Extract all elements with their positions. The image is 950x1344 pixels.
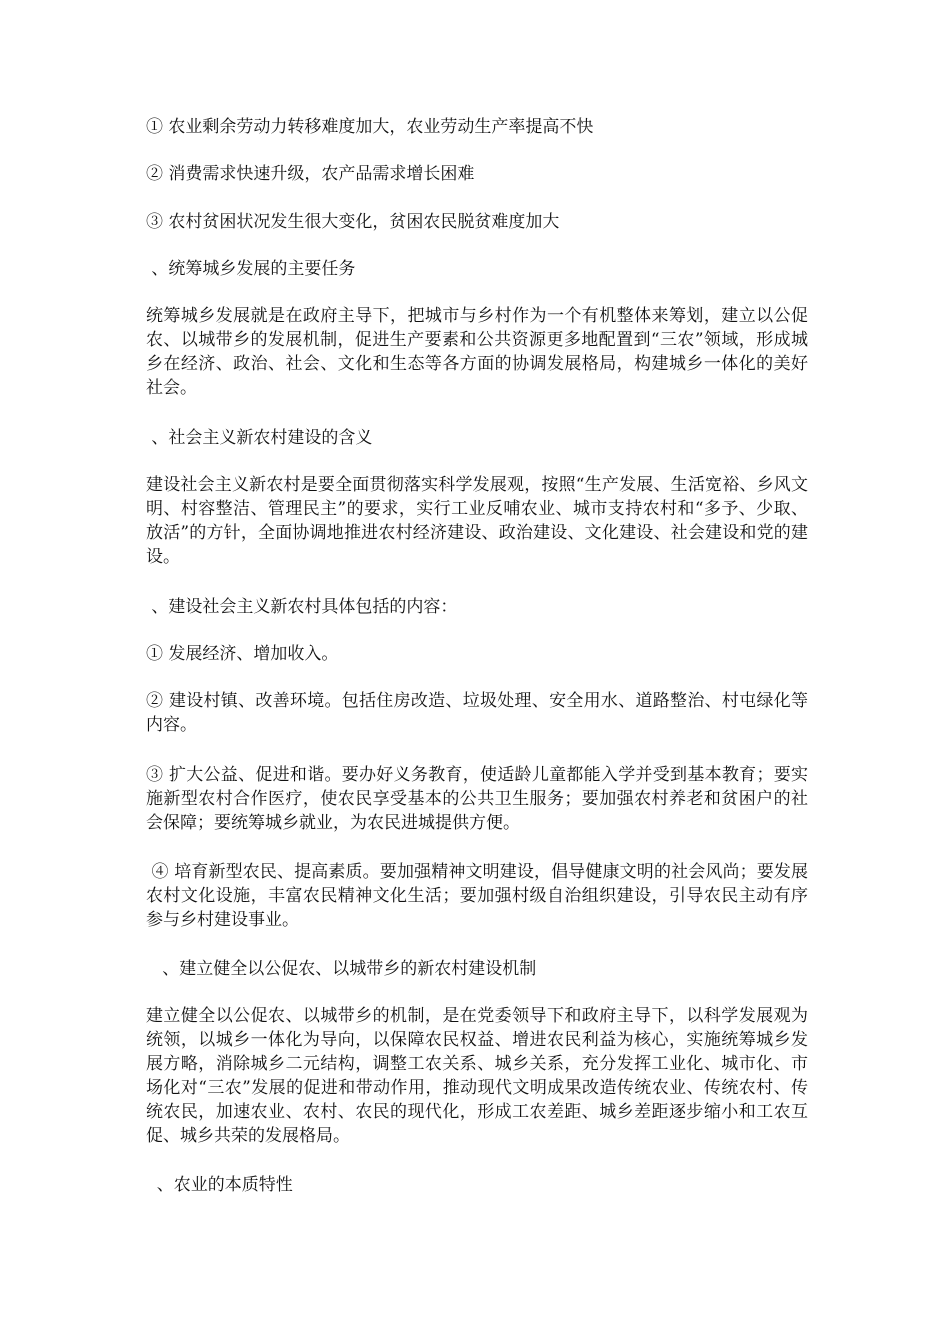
list-item: ① 农业剩余劳动力转移难度加大，农业劳动生产率提高不快 [146, 117, 594, 137]
list-item: ③ 农村贫困状况发生很大变化，贫困农民脱贫难度加大 [146, 212, 560, 232]
list-item: ② 建设村镇、改善环境。包括住房改造、垃圾处理、安全用水、道路整治、村屯绿化等内容。 [146, 691, 808, 735]
list-item: ④ 培育新型农民、提高素质。要加强精神文明建设，倡导健康文明的社会风尚；要发展农村文化设施，丰富农民精神文化生活；要加强村级自治组织建设，引导农民主动有序参与乡村建设事业。 [146, 862, 809, 930]
section-heading: 、农业的本质特性 [146, 1175, 293, 1195]
list-item: ① 发展经济、增加收入。 [146, 644, 339, 664]
section-heading: 、统筹城乡发展的主要任务 [146, 259, 356, 279]
paragraph: 建立健全以公促农、以城带乡的机制，是在党委领导下和政府主导下，以科学发展观为统领，以城乡一体化为导向，以保障农民权益、增进农民利益为核心，实施统筹城乡发展方略，消除城乡二元结构，调整工农关系、城乡关系，充分发挥工业化、城市化、市场化对“三农”发展的促进和带动作用，推动现代文明成果改造传统农业、传统农村、传统农民，加速农业、农村、农民的现代化，形成工农差距、城乡差距逐步缩小和工农互促、城乡共荣的发展格局。 [146, 1006, 808, 1146]
list-item: ② 消费需求快速升级，农产品需求增长困难 [146, 164, 475, 184]
section-heading: 、建设社会主义新农村具体包括的内容： [146, 597, 458, 617]
paragraph: 统筹城乡发展就是在政府主导下，把城市与乡村作为一个有机整体来筹划，建立以公促农、以城带乡的发展机制，促进生产要素和公共资源更多地配置到“三农”领域，形成城乡在经济、政治、社会、文化和生态等各方面的协调发展格局，构建城乡一体化的美好社会。 [146, 306, 808, 398]
section-heading: 、社会主义新农村建设的含义 [146, 428, 373, 448]
section-heading: 、建立健全以公促农、以城带乡的新农村建设机制 [146, 959, 537, 979]
paragraph: 建设社会主义新农村是要全面贯彻落实科学发展观，按照“生产发展、生活宽裕、乡风文明、村容整洁、管理民主”的要求，实行工业反哺农业、城市支持农村和“多予、少取、放活”的方针，全面协调地推进农村经济建设、政治建设、文化建设、社会建设和党的建设。 [146, 475, 808, 567]
list-item: ③ 扩大公益、促进和谐。要办好义务教育，使适龄儿童都能入学并受到基本教育；要实施新型农村合作医疗，使农民享受基本的公共卫生服务；要加强农村养老和贫困户的社会保障；要统筹城乡就业，为农民进城提供方便。 [146, 765, 808, 833]
